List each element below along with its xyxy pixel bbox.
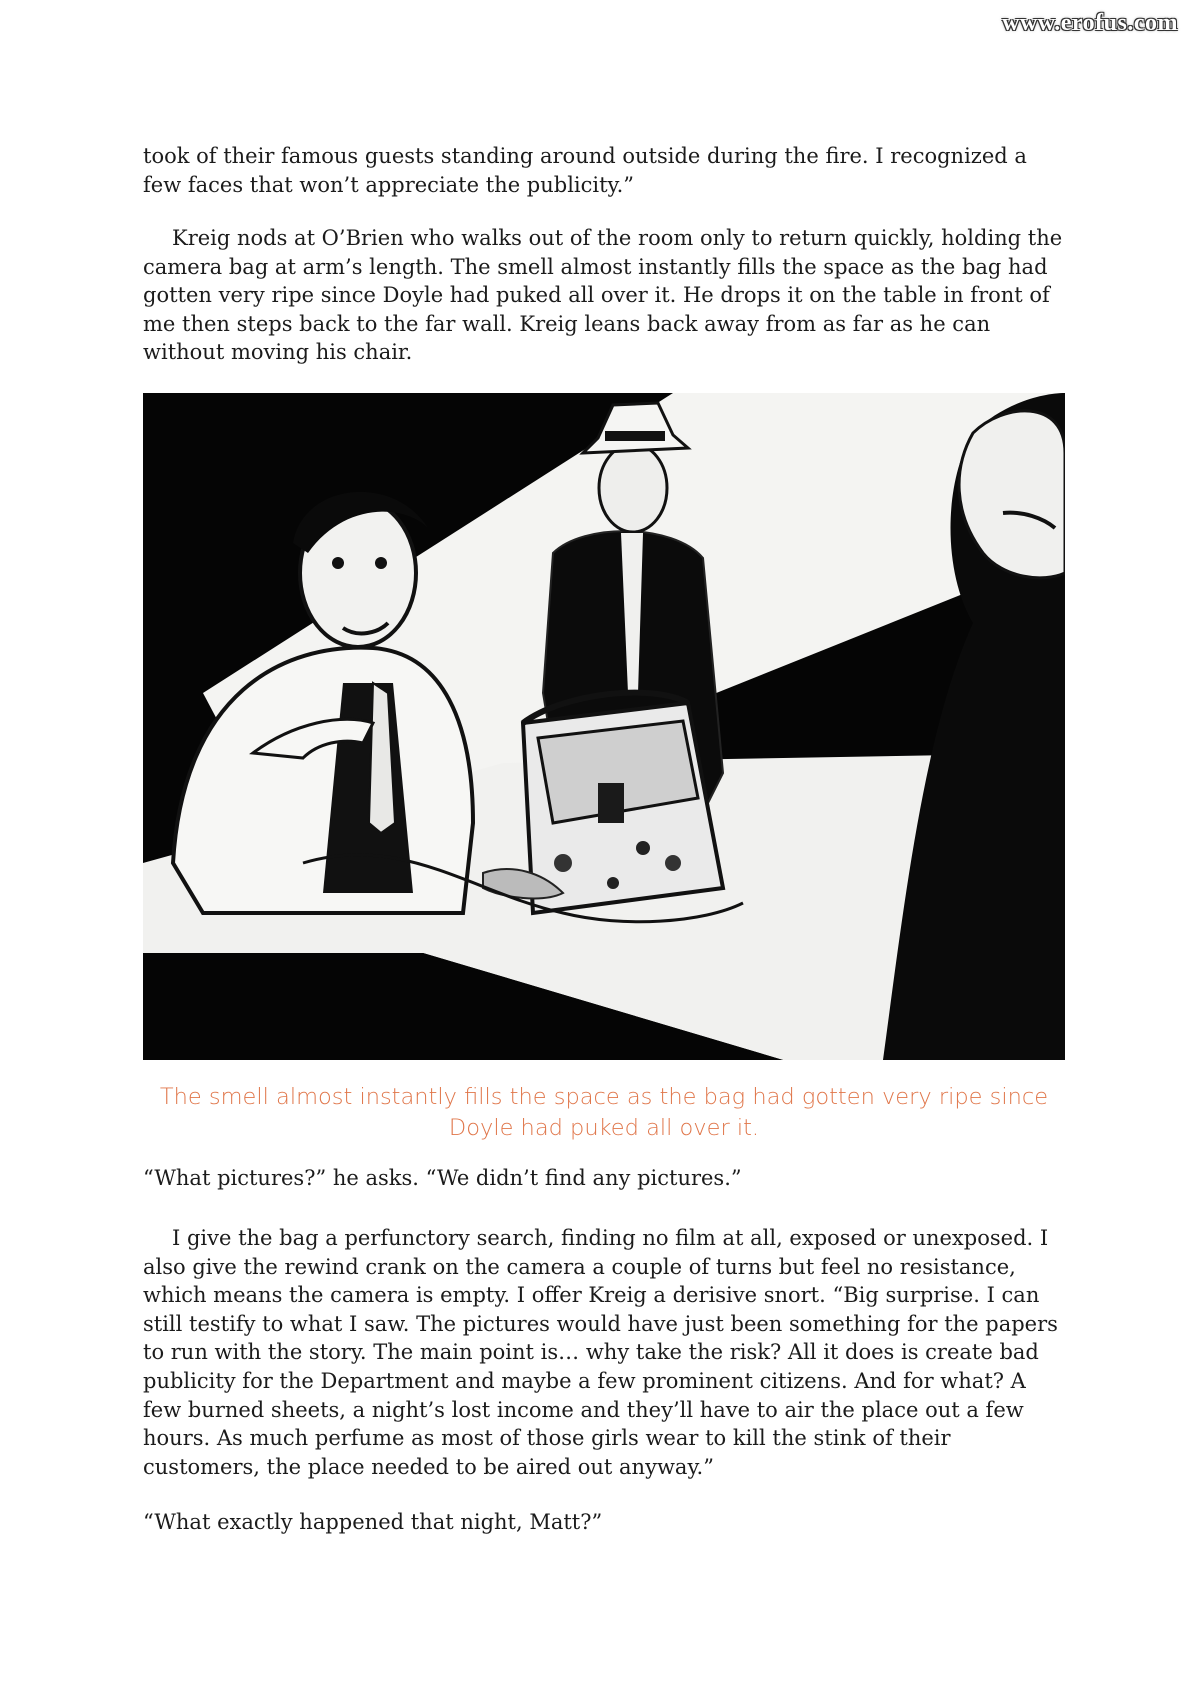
watermark: www.erofus.com	[1002, 10, 1178, 36]
paragraph-what-pictures: “What pictures?” he asks. “We didn’t find any pictures.”	[143, 1166, 742, 1190]
paragraph-continuation: took of their famous guests standing around outside during the fire. I recognized a few faces that won’t appreciate the publicity.”	[143, 144, 1027, 197]
paragraph-what-happened: “What exactly happened that night, Matt?”	[143, 1510, 603, 1534]
illustration-caption: The smell almost instantly fills the space as the bag had gotten very ripe since Doyle had puked all over it.	[159, 1084, 1049, 1141]
comic-panel-illustration	[143, 393, 1065, 1060]
paragraph-kreig-nods: Kreig nods at O’Brien who walks out of the room only to return quickly, holding the camera bag at arm’s length. The smell almost instantly fills the space as the bag had gotten very ripe since Doyle had puked all over it. He drops it on the table in front of me then steps back to the far wall. Kreig leans back away from as far as he can without moving his chair.	[143, 226, 1063, 365]
paragraph-bag-search: I give the bag a perfunctory search, finding no film at all, exposed or unexposed. I also give the rewind crank on the camera a couple of turns but feel no resistance, which means the camera is empty. I offer Kreig a derisive snort. “Big surprise. I can still testify to what I saw. The pictures would have just been something for the papers to run with the story. The main point is… why take the risk? All it does is create bad publicity for the Department and maybe a few prominent citizens. And for what? A few burned sheets, a night’s lost income and they’ll have to air the place out a few hours. As much perfume as most of those girls wear to kill the stink of their customers, the place needed to be aired out anyway.”	[143, 1226, 1058, 1479]
